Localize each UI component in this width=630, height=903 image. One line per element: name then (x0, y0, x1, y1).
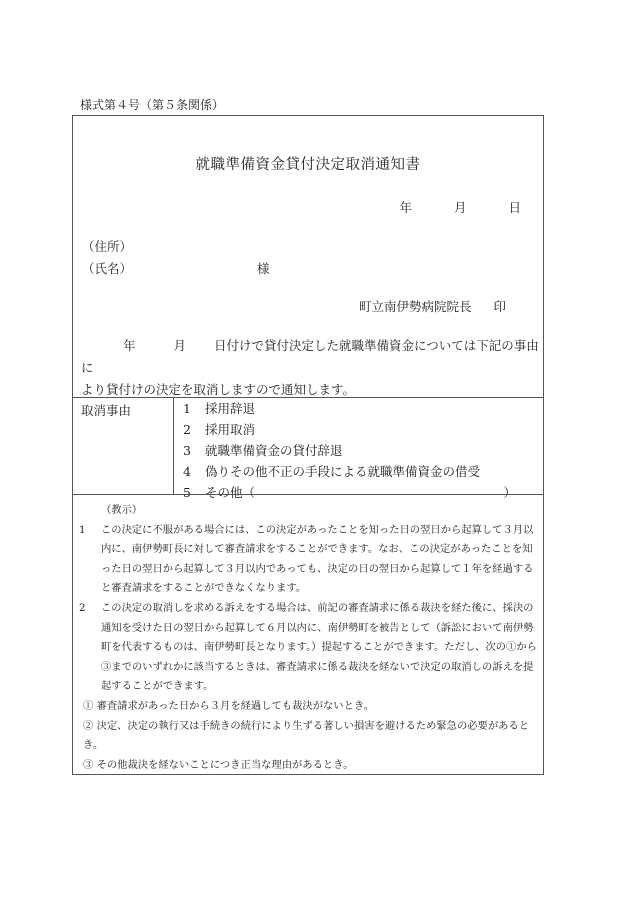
reason-close-paren: ） (503, 485, 516, 500)
instruction-subitem: ③ その他裁決を経ないことにつき正当な理由があるとき。 (83, 758, 354, 771)
document-title: 就職準備資金貸付決定取消通知書 (195, 157, 421, 173)
reason-num: 2 (183, 422, 191, 437)
issuer-line (359, 297, 506, 315)
reason-text: その他（ (205, 485, 256, 500)
date-year: 年 (399, 200, 413, 215)
instructions (79, 501, 541, 775)
reason-text: 就職準備資金の貸付辞退 (205, 443, 343, 458)
instruction-item (79, 599, 541, 697)
honorific: 様 (257, 261, 270, 276)
notice-body (81, 335, 541, 401)
reason-num: 1 (183, 401, 191, 416)
instruction-num: 2 (79, 601, 86, 614)
reason-num: 5 (183, 485, 191, 500)
reason-label: 取消事由 (81, 403, 132, 418)
reason-item-other (183, 482, 538, 503)
instruction-text: この決定の取消しを求める訴えをする場合は、前記の審査請求に係る裁決を経た後に、採決の通知を受けた日の翌日から起算して６月以内に、南伊勢町を被告として（訴訟において南伊勢町を代表するものは、南伊勢町長となります。）提起することができます。ただし、次の①から③までのいずれかに該当するときは、審査請求に係る裁決を経ないで決定の取消しの訴えを提起することができます。 (101, 601, 537, 693)
body-line1: 日付けで貸付決定した就職準備資金については下記の事由に (81, 338, 539, 375)
divider-vertical (173, 397, 174, 494)
seal-mark: 印 (493, 299, 507, 314)
reason-num: 4 (183, 464, 191, 479)
issuer-name: 町立南伊勢病院院長 (359, 299, 472, 314)
reason-text: 偽りその他不正の手段による就職準備資金の借受 (205, 464, 481, 479)
body-year: 年 (123, 338, 136, 353)
reason-text: 採用辞退 (205, 401, 256, 416)
name-label: （氏名） (82, 261, 133, 276)
reason-list (183, 398, 538, 503)
date-line (400, 198, 521, 216)
form-number: 様式第４号（第５条関係） (80, 98, 225, 112)
reason-item (183, 419, 538, 440)
date-month: 月 (454, 200, 467, 215)
instruction-text: この決定に不服がある場合には、この決定があったことを知った日の翌日から起算して３月以内に、南伊勢町長に対して審査請求をすることができます。なお、この決定があったことを知った日の翌日から起算して３月以内であっても、決定の日の翌日から起算して１年を経過すると審査請求をすることができなくなります。 (101, 523, 534, 595)
reason-num: 3 (183, 443, 191, 458)
instruction-num: 1 (79, 523, 86, 536)
address-label: （住所） (82, 239, 133, 254)
body-month: 月 (173, 338, 187, 353)
date-day: 日 (508, 200, 521, 215)
reason-item (183, 398, 538, 419)
reason-text: 採用取消 (205, 422, 256, 437)
instruction-subitem: ② 決定、決定の執行又は手続きの続行により生ずる著しい損害を避けるため緊急の必要があるとき。 (83, 719, 530, 752)
body-line2: より貸付けの決定を取消しますので通知します。 (81, 382, 356, 397)
instruction-item (79, 521, 541, 599)
reason-item (183, 440, 538, 461)
instruction-subitem: ① 審査請求があった日から３月を経過しても裁決がないとき。 (83, 699, 375, 712)
notice-form (72, 115, 544, 775)
reason-item (183, 461, 538, 482)
instructions-title: （教示） (101, 504, 143, 516)
divider-bottom (73, 494, 543, 495)
